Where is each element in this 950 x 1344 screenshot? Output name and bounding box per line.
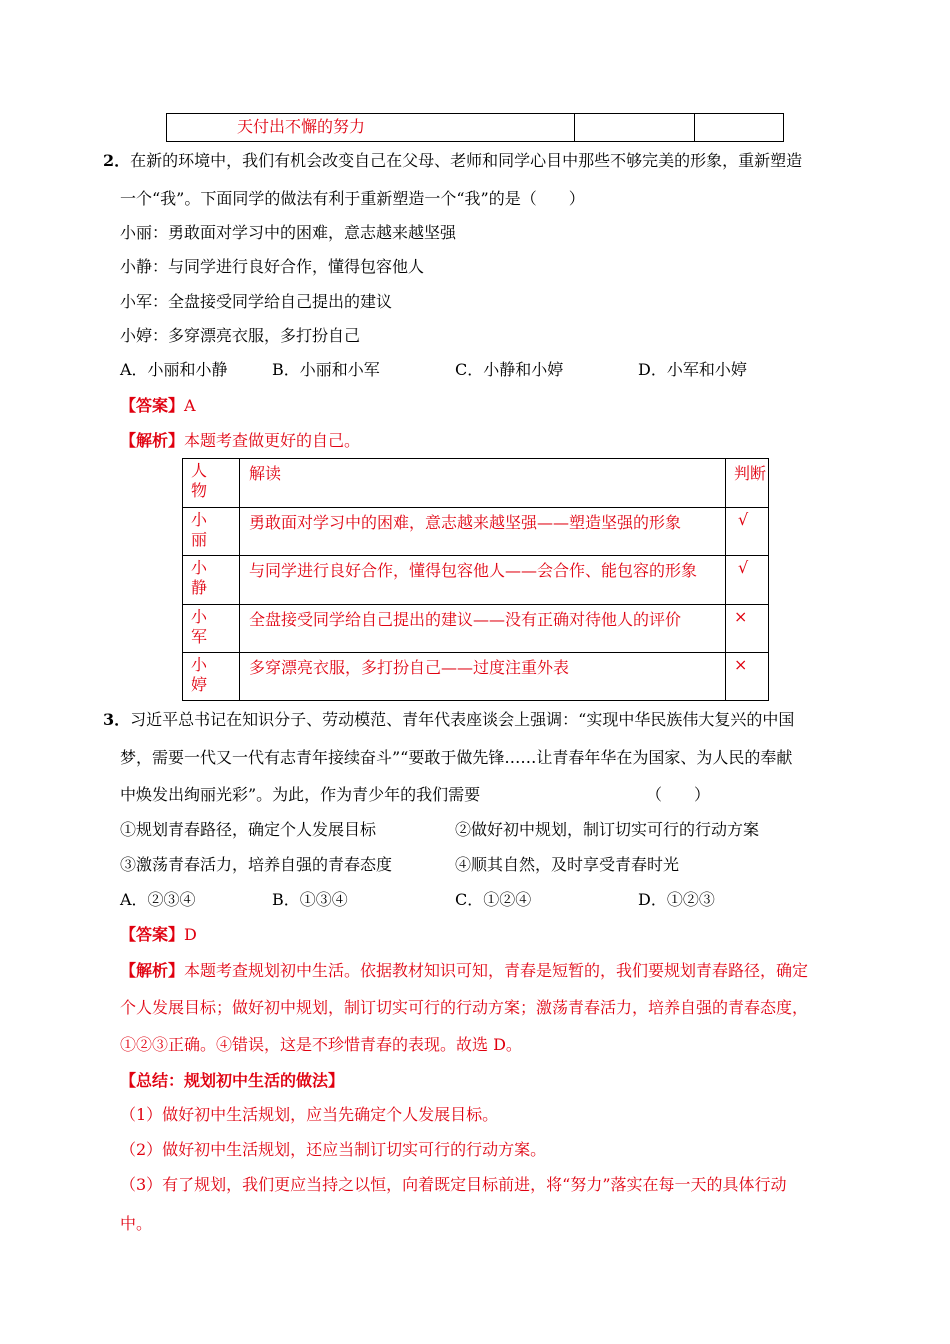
q2-option-d: D．小军和小婷: [638, 360, 747, 379]
q2-analysis-text: 本题考查做更好的自己。: [184, 431, 361, 450]
q3-analysis-text: 本题考查规划初中生活。依据教材知识可知，青春是短暂的，我们要规划青春路径，确定: [184, 961, 809, 980]
top-table: [166, 113, 784, 142]
table-row: [183, 508, 769, 556]
q3-summary-item: （2）做好初中生活规划，还应当制订切实可行的行动方案。: [120, 1140, 547, 1159]
table-header-judgment: 判断: [726, 459, 769, 508]
table-cell-reading: 全盘接受同学给自己提出的建议——没有正确对待他人的评价: [240, 605, 726, 653]
q3-stem-text: 习近平总书记在知识分子、劳动模范、青年代表座谈会上强调：“实现中华民族伟大复兴的中国: [130, 710, 795, 729]
q3-statement: ④顺其自然，及时享受青春时光: [455, 855, 680, 874]
table-row: [183, 556, 769, 605]
table-cell-person: [183, 653, 240, 701]
q3-analysis-line3: ①②③正确。④错误，这是不珍惜青春的表现。故选 D。: [120, 1035, 522, 1054]
q2-analysis: [120, 428, 360, 451]
q3-analysis-label: 【解析】: [120, 961, 185, 980]
q3-answer-label: 【答案】: [120, 925, 185, 944]
q2-stem-line1: [103, 148, 802, 171]
person-text: 小静: [191, 558, 208, 597]
q3-summary-item-cont: 中。: [120, 1214, 153, 1233]
q2-analysis-table: [182, 458, 769, 701]
table-cell-person: [183, 605, 240, 653]
q3-answer-blank: （ ）: [646, 785, 711, 804]
table-row: [183, 653, 769, 701]
q2-option-a: A．小丽和小静: [120, 360, 228, 379]
table-cell-judgment: √: [726, 556, 769, 605]
table-header-reading: 解读: [240, 459, 726, 508]
q3-stem-line3: 中焕发出绚丽光彩”。为此，作为青少年的我们需要: [120, 785, 481, 804]
top-table-empty-cell: [694, 114, 783, 142]
q3-statement: ②做好初中规划，制订切实可行的行动方案: [455, 820, 760, 839]
person-text: 小丽: [191, 510, 208, 549]
q2-statement: 小婷：多穿漂亮衣服，多打扮自己: [120, 326, 361, 345]
header-text: 人物: [191, 461, 208, 500]
top-table-text: 天付出不懈的努力: [237, 117, 366, 136]
q2-option-c: C．小静和小婷: [455, 360, 564, 379]
q2-answer-label: 【答案】: [120, 396, 185, 415]
q2-analysis-label: 【解析】: [120, 431, 185, 450]
q3-stem-line1: [103, 707, 794, 730]
table-row: [183, 605, 769, 653]
q3-summary-item: （1）做好初中生活规划，应当先确定个人发展目标。: [120, 1105, 499, 1124]
table-cell-judgment: ×: [726, 653, 769, 701]
table-cell-person: [183, 508, 240, 556]
top-table-cell: [167, 114, 575, 142]
q2-statement: 小静：与同学进行良好合作，懂得包容他人: [120, 257, 425, 276]
table-header-row: [183, 459, 769, 508]
q3-option-a: A．②③④: [120, 890, 196, 909]
q2-answer-value: A: [184, 396, 196, 415]
person-text: 小军: [191, 607, 208, 646]
q3-statement: ①规划青春路径，确定个人发展目标: [120, 820, 377, 839]
q3-answer-value: D: [184, 925, 197, 944]
q2-stem-line2: 一个“我”。下面同学的做法有利于重新塑造一个“我”的是（ ）: [120, 189, 585, 208]
table-cell-reading: 勇敢面对学习中的困难，意志越来越坚强——塑造坚强的形象: [240, 508, 726, 556]
q3-summary-title: 【总结：规划初中生活的做法】: [120, 1071, 345, 1090]
top-table-empty-cell: [575, 114, 694, 142]
table-header-person: [183, 459, 240, 508]
q2-option-b: B．小丽和小军: [272, 360, 380, 379]
q3-summary-item: （3）有了规划，我们更应当持之以恒，向着既定目标前进，将“努力”落实在每一天的具体行动: [120, 1175, 787, 1194]
q3-option-b: B．①③④: [272, 890, 348, 909]
table-cell-judgment: √: [726, 508, 769, 556]
q3-statement: ③激荡青春活力，培养自强的青春态度: [120, 855, 393, 874]
q2-statement: 小丽：勇敢面对学习中的困难，意志越来越坚强: [120, 223, 457, 242]
q2-statement: 小军：全盘接受同学给自己提出的建议: [120, 292, 393, 311]
q3-analysis-line2: 个人发展目标；做好初中规划，制订切实可行的行动方案；激荡青春活力，培养自强的青春态度，: [120, 998, 809, 1017]
q3-stem-line2: 梦，需要一代又一代有志青年接续奋斗”“要敢于做先锋……让青春年华在为国家、为人民的奉献: [120, 748, 793, 767]
q3-number: 3．: [103, 710, 131, 729]
q3-analysis-line1: [120, 958, 808, 981]
table-cell-person: [183, 556, 240, 605]
q2-stem-text: 在新的环境中，我们有机会改变自己在父母、老师和同学心目中那些不够完美的形象，重新塑造: [130, 151, 803, 170]
q3-option-d: D．①②③: [638, 890, 715, 909]
table-cell-reading: 多穿漂亮衣服，多打扮自己——过度注重外表: [240, 653, 726, 701]
q3-option-c: C．①②④: [455, 890, 532, 909]
table-cell-reading: 与同学进行良好合作，懂得包容他人——会合作、能包容的形象: [240, 556, 726, 605]
table-cell-judgment: ×: [726, 605, 769, 653]
q2-answer: [120, 393, 196, 416]
person-text: 小婷: [191, 655, 208, 694]
q2-number: 2．: [103, 151, 131, 170]
q3-answer: [120, 922, 197, 945]
